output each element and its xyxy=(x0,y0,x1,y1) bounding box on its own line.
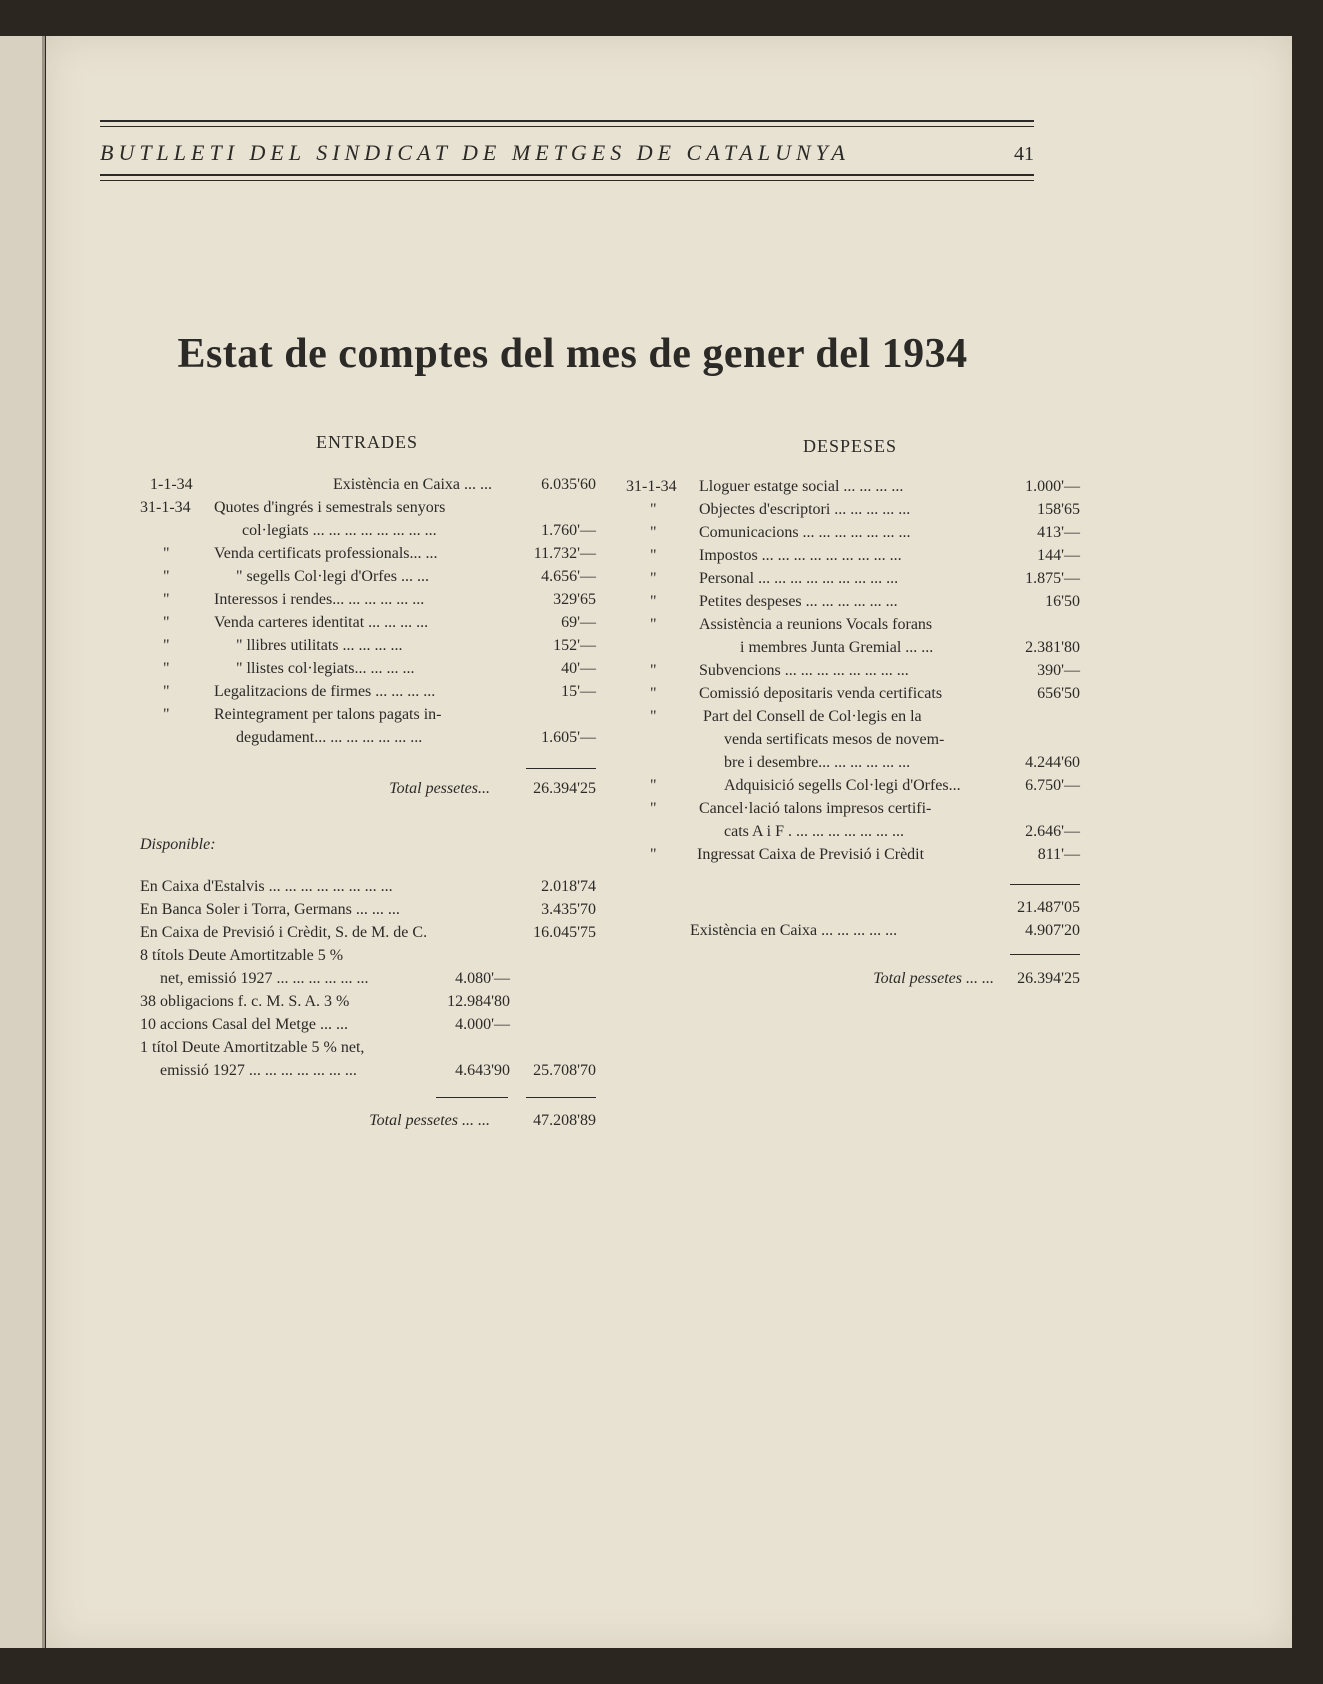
despeses-label: Impostos ... ... ... ... ... ... ... ... ... xyxy=(699,547,902,564)
journal-title: BUTLLETI DEL SINDICAT DE METGES DE CATALUNYA xyxy=(100,140,850,165)
despeses-label: venda sertificats mesos de novem- xyxy=(724,731,945,748)
despeses-label: Assistència a reunions Vocals forans xyxy=(699,616,933,633)
despeses-value: 4.244'60 xyxy=(1025,754,1080,771)
entrades-label: degudament... ... ... ... ... ... ... xyxy=(236,729,423,746)
disponible-sum-rule xyxy=(526,1097,596,1098)
entrades-value: 15'— xyxy=(561,683,596,700)
entrades-total-label: Total pessetes... xyxy=(389,780,490,797)
despeses-label: i membres Junta Gremial ... ... xyxy=(740,639,934,656)
despeses-label: Cancel·lació talons impresos certifi- xyxy=(699,800,932,817)
ditto-mark: " xyxy=(650,547,657,564)
entrades-date-2: 31-1-34 xyxy=(140,499,191,516)
despeses-value: 413'— xyxy=(1037,524,1080,541)
entrades-label: Reintegrament per talons pagats in- xyxy=(214,706,442,723)
disponible-label: En Banca Soler i Torra, Germans ... ... ... xyxy=(140,901,400,918)
entrades-label: Legalitzacions de firmes ... ... ... ... xyxy=(214,683,436,700)
despeses-label: cats A i F . ... ... ... ... ... ... ... xyxy=(724,823,905,840)
disponible-sub-rule xyxy=(436,1097,508,1098)
despeses-value: 16'50 xyxy=(1045,593,1080,610)
ditto-mark: " xyxy=(650,616,657,633)
ditto-mark: " xyxy=(650,593,657,610)
despeses-label: Comissió depositaris venda certificats xyxy=(699,685,943,702)
despeses-value: 1.000'— xyxy=(1025,478,1080,495)
despeses-label: Adquisició segells Col·legi d'Orfes... xyxy=(724,777,961,794)
entrades-value: 11.732'— xyxy=(533,545,596,562)
disponible-heading: Disponible: xyxy=(140,836,216,853)
header-rule-top xyxy=(100,120,1034,122)
disponible-value: 25.708'70 xyxy=(533,1062,596,1079)
despeses-label: Part del Consell de Col·legis en la xyxy=(703,708,922,725)
disponible-value: 2.018'74 xyxy=(541,878,596,895)
despeses-value: 6.750'— xyxy=(1025,777,1080,794)
despeses-date: 31-1-34 xyxy=(626,478,677,495)
entrades-label: " llistes col·legiats... ... ... ... xyxy=(236,660,415,677)
disponible-label: En Caixa de Previsió i Crèdit, S. de M. de C. xyxy=(140,924,428,941)
ditto-mark: " xyxy=(650,501,657,518)
despeses-heading: DESPESES xyxy=(803,436,898,456)
entrades-total-value: 26.394'25 xyxy=(533,780,596,797)
entrades-heading: ENTRADES xyxy=(316,432,418,452)
despeses-value: 158'65 xyxy=(1037,501,1080,518)
ditto-mark: " xyxy=(650,708,657,725)
entrades-label: Existència en Caixa ... ... xyxy=(332,476,492,493)
entrades-value: 69'— xyxy=(561,614,596,631)
despeses-total-value: 26.394'25 xyxy=(1017,970,1080,987)
page-number: 41 xyxy=(1014,143,1034,165)
existencia-label: Existència en Caixa ... ... ... ... ... xyxy=(690,922,898,939)
disponible-subvalue: 4.000'— xyxy=(455,1016,510,1033)
entrades-sum-rule xyxy=(526,768,596,769)
entrades-value: 1.760'— xyxy=(541,522,596,539)
despeses-label: Petites despeses ... ... ... ... ... ... xyxy=(699,593,898,610)
disponible-label: emissió 1927 ... ... ... ... ... ... ... xyxy=(160,1062,357,1079)
facing-page-edge xyxy=(0,36,45,1648)
entrades-label: " segells Col·legi d'Orfes ... ... xyxy=(236,568,429,585)
disponible-value: 16.045'75 xyxy=(533,924,596,941)
header-line xyxy=(100,140,1034,170)
despeses-total-label: Total pessetes ... ... xyxy=(873,970,994,987)
disponible-label: En Caixa d'Estalvis ... ... ... ... ... ... ... ... xyxy=(140,878,393,895)
ditto-mark: " xyxy=(650,777,657,794)
despeses-label: Objectes d'escriptori ... ... ... ... ... xyxy=(699,501,911,518)
disponible-label: 8 títols Deute Amortitzable 5 % xyxy=(140,947,344,964)
despeses-label: Ingressat Caixa de Previsió i Crèdit xyxy=(697,846,925,863)
disponible-subvalue: 4.080'— xyxy=(455,970,510,987)
entrades-value: 40'— xyxy=(561,660,596,677)
ditto-mark: " xyxy=(650,846,657,863)
despeses-label: Lloguer estatge social ... ... ... ... xyxy=(699,478,904,495)
despeses-subtotal: 21.487'05 xyxy=(1017,899,1080,916)
despeses-total-rule xyxy=(1010,954,1080,955)
entrades-date-1: 1-1-34 xyxy=(150,476,193,493)
despeses-label: Subvencions ... ... ... ... ... ... ... ... xyxy=(699,662,909,679)
ditto-mark: " xyxy=(163,568,170,585)
entrades-label: Venda certificats professionals... ... xyxy=(214,545,438,562)
despeses-label: Comunicacions ... ... ... ... ... ... ... xyxy=(699,524,911,541)
disponible-value: 3.435'70 xyxy=(541,901,596,918)
ditto-mark: " xyxy=(163,591,170,608)
entrades-label: Quotes d'ingrés i semestrals senyors xyxy=(214,499,446,516)
disponible-label: 10 accions Casal del Metge ... ... xyxy=(140,1016,348,1033)
ditto-mark: " xyxy=(650,685,657,702)
disponible-subvalue: 12.984'80 xyxy=(447,993,510,1010)
entrades-value: 329'65 xyxy=(553,591,596,608)
despeses-label: bre i desembre... ... ... ... ... ... xyxy=(724,754,911,771)
entrades-label: col·legiats ... ... ... ... ... ... ... ... xyxy=(242,522,437,539)
entrades-label: Venda carteres identitat ... ... ... ... xyxy=(214,614,429,631)
despeses-value: 390'— xyxy=(1037,662,1080,679)
despeses-label: Personal ... ... ... ... ... ... ... ... ... xyxy=(699,570,899,587)
disponible-total-value: 47.208'89 xyxy=(533,1112,596,1129)
entrades-value: 1.605'— xyxy=(541,729,596,746)
ditto-mark: " xyxy=(163,637,170,654)
entrades-label: " llibres utilitats ... ... ... ... xyxy=(236,637,403,654)
despeses-sum-rule xyxy=(1010,884,1080,885)
header-rule-bottom xyxy=(100,174,1034,176)
header-rule-bottom-thin xyxy=(100,180,1034,181)
header-rule-top-thin xyxy=(100,126,1034,127)
ditto-mark: " xyxy=(163,683,170,700)
disponible-label: 1 títol Deute Amortitzable 5 % net, xyxy=(140,1039,365,1056)
disponible-total-label: Total pessetes ... ... xyxy=(369,1112,490,1129)
disponible-label: 38 obligacions f. c. M. S. A. 3 % xyxy=(140,993,350,1010)
ditto-mark: " xyxy=(650,800,657,817)
entrades-value: 152'— xyxy=(553,637,596,654)
disponible-label: net, emissió 1927 ... ... ... ... ... ... xyxy=(160,970,369,987)
despeses-value: 811'— xyxy=(1037,846,1080,863)
ditto-mark: " xyxy=(163,614,170,631)
ditto-mark: " xyxy=(650,662,657,679)
ditto-mark: " xyxy=(163,660,170,677)
document-page xyxy=(46,36,1292,1648)
despeses-value: 656'50 xyxy=(1037,685,1080,702)
ditto-mark: " xyxy=(650,524,657,541)
entrades-value: 6.035'60 xyxy=(541,476,596,493)
disponible-subvalue: 4.643'90 xyxy=(455,1062,510,1079)
despeses-value: 2.646'— xyxy=(1025,823,1080,840)
entrades-value: 4.656'— xyxy=(541,568,596,585)
existencia-value: 4.907'20 xyxy=(1025,922,1080,939)
ditto-mark: " xyxy=(650,570,657,587)
despeses-value: 2.381'80 xyxy=(1025,639,1080,656)
ditto-mark: " xyxy=(163,545,170,562)
ditto-mark: " xyxy=(163,706,170,723)
running-header xyxy=(100,86,1034,186)
document-title: Estat de comptes del mes de gener del 1934 xyxy=(177,331,968,377)
despeses-value: 144'— xyxy=(1037,547,1080,564)
entrades-label: Interessos i rendes... ... ... ... ... ... xyxy=(214,591,425,608)
despeses-value: 1.875'— xyxy=(1025,570,1080,587)
